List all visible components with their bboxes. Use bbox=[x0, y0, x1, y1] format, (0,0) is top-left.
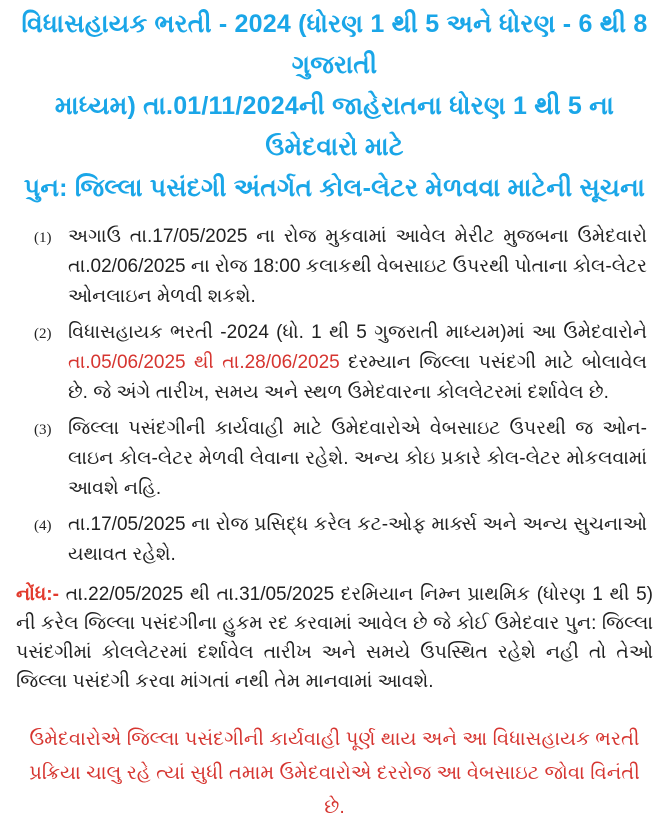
item-4-segment: તા.17/05/2025 ના રોજ પ્રસિદ્ધ કરેલ કટ-ઓફ માર્ક્સ અને અન્ય સુચનાઓ યથાવત રહેશે. bbox=[68, 514, 647, 565]
note-label: નોંધ:- bbox=[16, 584, 59, 605]
item-marker: (1) bbox=[34, 230, 52, 246]
list-item-1 bbox=[34, 222, 647, 312]
item-text bbox=[68, 414, 647, 504]
item-text bbox=[68, 318, 647, 408]
item-2-highlighted-dates: તા.05/06/2025 થી તા.28/06/2025 bbox=[68, 352, 340, 373]
item-2-segment: વિધાસહાયક ભરતી -2024 (ધો. 1 થી 5 ગુજરાતી માધ્યમ)માં આ ઉમેદવારોને bbox=[68, 322, 647, 343]
footer-notice: ઉમેદવારોએ જિલ્લા પસંદગીની કાર્યવાહી પૂર્ણ થાય અને આ વિધાસહાયક ભરતી પ્રક્રિયા ચાલુ રહે ત્યાં સુધી તમામ ઉમેદવારોએ દરરોજ આ વેબસાઇટ જોવા વિનંતી છે. bbox=[29, 728, 640, 818]
title-line-3: પુન: જિલ્લા પસંદગી અંતર્ગત કોલ-લેટર મેળવવા માટેની સૂચના bbox=[23, 174, 646, 202]
list-item-4 bbox=[34, 510, 647, 570]
item-marker: (2) bbox=[34, 326, 52, 342]
list-item-2 bbox=[34, 318, 647, 408]
item-2-segment: દરમ્યાન જિલ્લા પસંદગી માટે બોલાવેલ છે. જે અંગે તારીખ, સમય અને સ્થળ ઉમેદવારના કોલલેટરમાં દર્શાવેલ છે. bbox=[68, 352, 648, 403]
item-marker: (3) bbox=[34, 422, 52, 438]
item-text bbox=[68, 510, 647, 570]
title-line-2: માધ્યમ) તા.01/11/2024ની જાહેરાતના ધોરણ 1 થી 5 ના ઉમેદવારો માટે bbox=[54, 92, 615, 161]
note-paragraph bbox=[14, 580, 655, 696]
item-text bbox=[68, 222, 647, 312]
note-text: તા.22/05/2025 થી તા.31/05/2025 દરમિયાન નિમ્ન પ્રાથમિક (ધોરણ 1 થી 5) ની કરેલ જિલ્લા પસંદગીના હુકમ રદ કરવામાં આવેલ છે જે કોઈ ઉમેદવાર પુન: જિલ્લા પસંદગીમાં કોલલેટરમાં દર્શાવેલ તારીખ અને સમયે ઉપસ્થિત રહેશે નહી તો તેઓ જિલ્લા પસંદગી કરવા માંગતાં નથી તેમ માનવામાં આવશે. bbox=[16, 584, 653, 692]
notice-list bbox=[14, 222, 655, 570]
list-item-3 bbox=[34, 414, 647, 504]
item-marker: (4) bbox=[34, 518, 52, 534]
page-title bbox=[14, 4, 655, 209]
item-1-segment: અગાઉ તા.17/05/2025 ના રોજ મુકવામાં આવેલ મેરીટ મુજબના ઉમેદવારો તા.02/06/2025 ના રોજ 18:00 કલાકથી વેબસાઇટ ઉપરથી પોતાના કોલ-લેટર ઓનલાઇન મેળવી શકશે. bbox=[68, 226, 647, 307]
title-line-1: વિધાસહાયક ભરતી - 2024 (ધોરણ 1 થી 5 અને ધોરણ - 6 થી 8 ગુજરાતી bbox=[21, 10, 648, 79]
item-3-segment: જિલ્લા પસંદગીની કાર્યવાહી માટે ઉમેદવારોએ વેબસાઇટ ઉપરથી જ ઓન-લાઇન કોલ-લેટર મેળવી લેવાના રહેશે. અન્ય કોઇ પ્રકારે કોલ-લેટર મોકલવામાં આવશે નહિ. bbox=[68, 418, 647, 499]
